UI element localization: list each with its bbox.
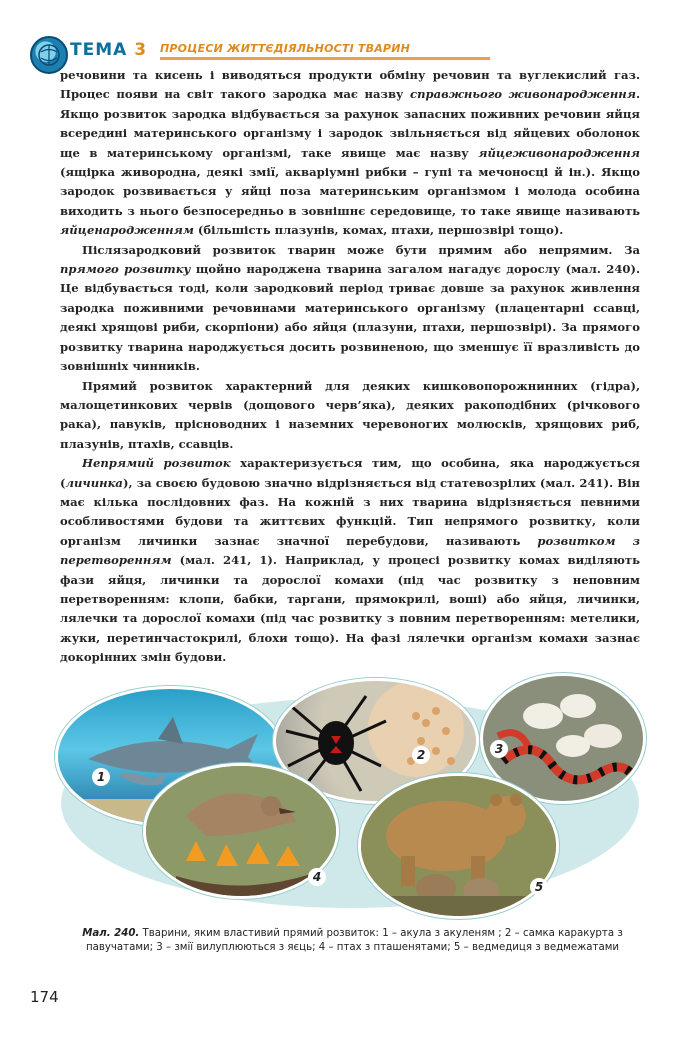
text-run: Прямий розвиток характерний для деяких кишковопорожнинних (гідра), малощетинкових червів (дощового черв’яка), деяких ракоподібних (річкового рака), павуків, прісноводних і наземних черевоногих молюсків, хрящових риб, плазунів, птахів, ссавців. [60,378,640,451]
paragraph [60,377,640,455]
figure-number-3: 3 [490,740,508,758]
page-number: 174 [30,988,59,1006]
chapter-label [70,40,147,60]
emphasized-term: розвитком з перетворенням [60,533,640,568]
figure-240 [55,668,645,918]
caption-text: Тварини, яким властивий прямий розвиток: 1 – акула з акуленям ; 2 – самка каракурта з павучатами; 3 – змії вилуплюються з яєць; 4 – птах з пташенятами; 5 – ведмедиця з ведмежатами [85,928,623,953]
emphasized-term: яйцеживонародження [478,145,640,160]
chapter-number: 3 [134,40,148,60]
text-run: Післязародковий розвиток тварин може бути прямим або непрямим. За [82,242,640,257]
body-text [60,66,640,668]
chapter-topic: ПРОЦЕСИ ЖИТТЄДІЯЛЬНОСТІ ТВАРИН [160,42,411,55]
text-run: (мал. 241, 1). Наприклад, у процесі розвитку комах виділяють фази яйця, личинки та дорослої комахи (під час розвитку з неповним перетворенням: клопи, бабки, таргани, прямокрилі, воші) або яйця, личинки, лялечки та дорослої комахи (під час розвитку з повним перетворенням: метелики, жуки, перетинчастокрилі, блохи тощо). На фазі лялечки організм комахи зазнає докорінних змін будови. [60,553,640,665]
chapter-word: ТЕМА [70,40,128,60]
text-run: . Якщо розвиток зародка відбувається за рахунок запасних поживних речовин яйця всередині материнського організму і зародок звільняється від яйцевих оболонок ще в материнському організмі, таке явище має назву [60,87,641,160]
emphasized-term: яйценародженням [60,223,194,238]
emphasized-term: справжнього живонародження [410,87,636,102]
paragraph [60,66,640,241]
text-run: (більшість плазунів, комах, птахи, першозвірі тощо). [193,223,564,238]
text-run: (ящірка живородна, деякі змії, акваріумні рибки – гупі та мечоносці й ін.). Якщо зародок розвивається у яйці поза материнським організмом і молода особина виходить з нього безпосередньо в зовнішнє середовище, то таке явище називають [60,165,640,218]
figure-number-1: 1 [92,768,110,786]
text-run: ), за своєю будовою значно відрізняється від статевозрілих (мал. 241). Він має кілька послідовних фаз. На кожній з них тварина відрізняється певними особливостями будови та життєвих функцій. Тип непрямого розвитку, коли організм личинки зазнає значної перебудови, називають [60,475,640,548]
bear-photo [358,773,559,919]
emphasized-term: Непрямий розвиток [82,456,231,471]
header-rule [160,57,490,60]
emphasized-term: прямого розвитку [60,262,191,277]
paragraph [60,454,640,667]
text-run: характеризується тим, що особина, яка народжується ( [60,456,640,490]
figure-number-4: 4 [308,868,326,886]
text-run: речовини та кисень і виводяться продукти обміну речовин та вуглекислий газ. Процес появи на світ такого зародка має назву [60,68,640,102]
paragraph [60,241,640,377]
figure-number-2: 2 [412,746,430,764]
caption-label: Мал. 240. [82,928,140,939]
emphasized-term: личинка [65,475,123,490]
text-run: щойно народжена тварина загалом нагадує дорослу (мал. 240). Це відбувається тоді, коли зародковий період триває довше за рахунок живлення зародка поживними речовинами материнського організму (плацентарні ссавці, деякі хрящові риби, скорпіони) або яйця (плазуни, птахи, першозвірі). За прямого розвитку тварина народжується досить розвиненою, що зменшує її вразливість до зовнішніх чинників. [60,262,640,374]
figure-number-5: 5 [530,878,548,896]
figure-caption [60,927,645,955]
chapter-header [30,36,670,66]
